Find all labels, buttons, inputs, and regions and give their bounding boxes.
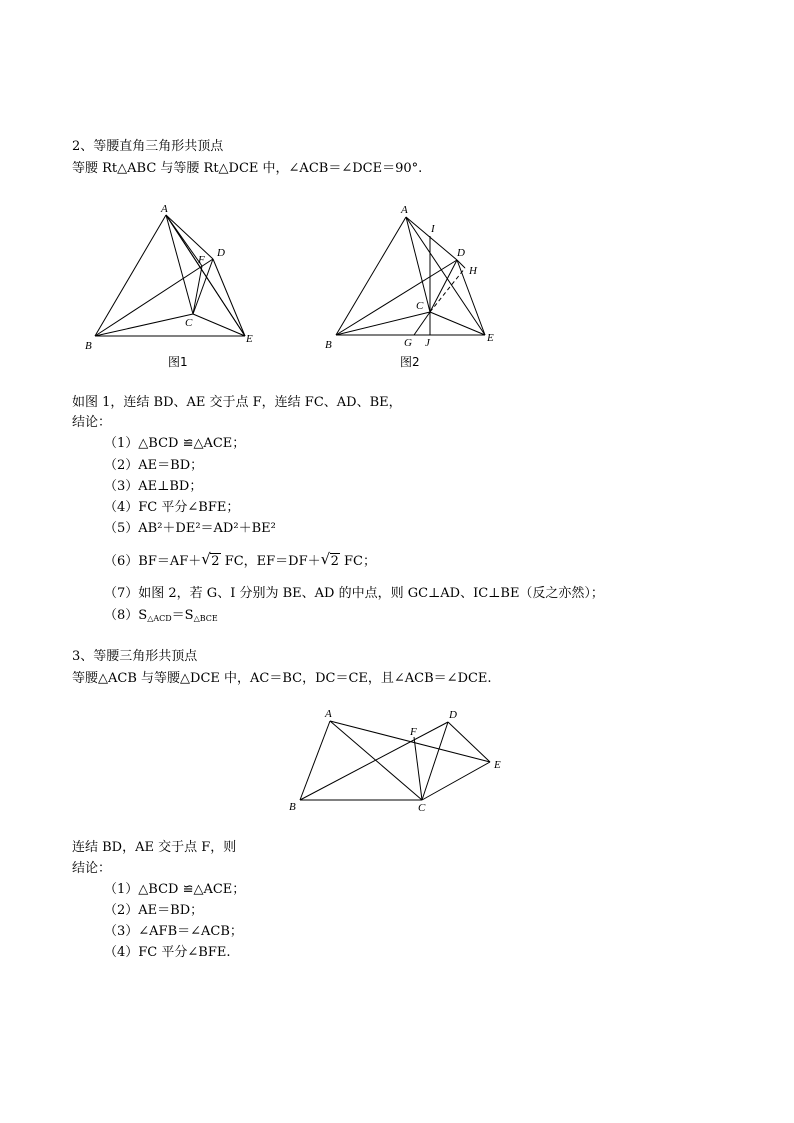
section3-item-3: （3）∠AFB＝∠ACB； — [104, 924, 243, 939]
section2-item-4: （4）FC 平分∠BFE； — [104, 500, 240, 515]
fig1-label-D: D — [217, 247, 225, 259]
fig1-label-B: B — [85, 340, 92, 352]
item6-mid: FC，EF＝DF＋ — [224, 554, 321, 569]
item8-sub1: △ACD — [147, 614, 172, 623]
fig1-label-E: E — [246, 333, 253, 345]
section3-connect: 连结 BD，AE 交于点 F，则 — [72, 840, 237, 855]
section3-conclusion-label: 结论： — [72, 861, 112, 876]
section2-item-7: （7）如图 2，若 G、I 分别为 BE、AD 的中点，则 GC⊥AD、IC⊥BE（反之亦然）； — [104, 586, 604, 601]
sqrt-symbol: √ 2 — [320, 550, 339, 569]
section2-heading: 2、等腰直角三角形共顶点 — [72, 139, 224, 154]
fig2-label-G: G — [404, 337, 412, 349]
section2-item-3: （3）AE⊥BD； — [104, 479, 203, 494]
fig2-label-C: C — [416, 300, 424, 312]
fig1-label-C: C — [185, 317, 193, 329]
section3-intro: 等腰△ACB 与等腰△DCE 中，AC＝BC，DC＝CE，且∠ACB＝∠DCE. — [72, 671, 492, 686]
section2-item-6 — [104, 550, 376, 571]
fig1-label-A: A — [161, 203, 168, 215]
fig2-label-J: J — [425, 337, 430, 349]
section3-item-4: （4）FC 平分∠BFE. — [104, 945, 231, 960]
fig1-caption: 图1 — [168, 355, 188, 369]
item8-eq: ＝S — [171, 608, 194, 623]
item6-root2: 2 — [330, 554, 339, 569]
section2-conclusion-label: 结论： — [72, 415, 112, 430]
fig2-label-H: H — [469, 265, 477, 277]
fig1-label-F: F — [198, 254, 205, 266]
section2-item-2: （2）AE＝BD； — [104, 458, 204, 473]
fig2-caption: 图2 — [400, 355, 420, 369]
section3-item-1: （1）△BCD ≌△ACE； — [104, 882, 246, 897]
fig2-label-D: D — [457, 247, 465, 259]
item6-prefix: （6）BF＝AF＋ — [104, 554, 202, 569]
item6-root1: 2 — [211, 554, 220, 569]
section3-item-2: （2）AE＝BD； — [104, 903, 204, 918]
fig3-label-E: E — [494, 759, 501, 771]
section2-connect: 如图 1，连结 BD、AE 交于点 F，连结 FC、AD、BE， — [72, 395, 402, 410]
section3-heading: 3、等腰三角形共顶点 — [72, 649, 198, 664]
section2-item-8 — [104, 607, 218, 628]
fig3-label-D: D — [449, 709, 457, 721]
fig3-label-C: C — [418, 802, 426, 814]
fig3-label-F: F — [410, 726, 417, 738]
fig2-label-A: A — [401, 204, 408, 216]
sqrt-symbol: √ 2 — [201, 550, 220, 569]
figure-3 — [285, 700, 510, 820]
fig2-label-E: E — [487, 332, 494, 344]
fig2-label-I: I — [431, 223, 435, 235]
item6-suffix: FC； — [344, 554, 376, 569]
figure-2 — [320, 198, 505, 373]
section2-item-5: （5）AB²＋DE²＝AD²＋BE² — [104, 521, 276, 536]
item8-prefix: （8）S — [104, 608, 148, 623]
section2-intro: 等腰 Rt△ABC 与等腰 Rt△DCE 中，∠ACB＝∠DCE＝90°. — [72, 161, 423, 176]
fig3-label-B: B — [289, 801, 296, 813]
section2-item-1: （1）△BCD ≌△ACE； — [104, 436, 246, 451]
figure-1 — [80, 198, 270, 373]
fig3-label-A: A — [325, 708, 332, 720]
item8-sub2: △BCE — [193, 614, 218, 623]
fig2-label-B: B — [325, 339, 332, 351]
